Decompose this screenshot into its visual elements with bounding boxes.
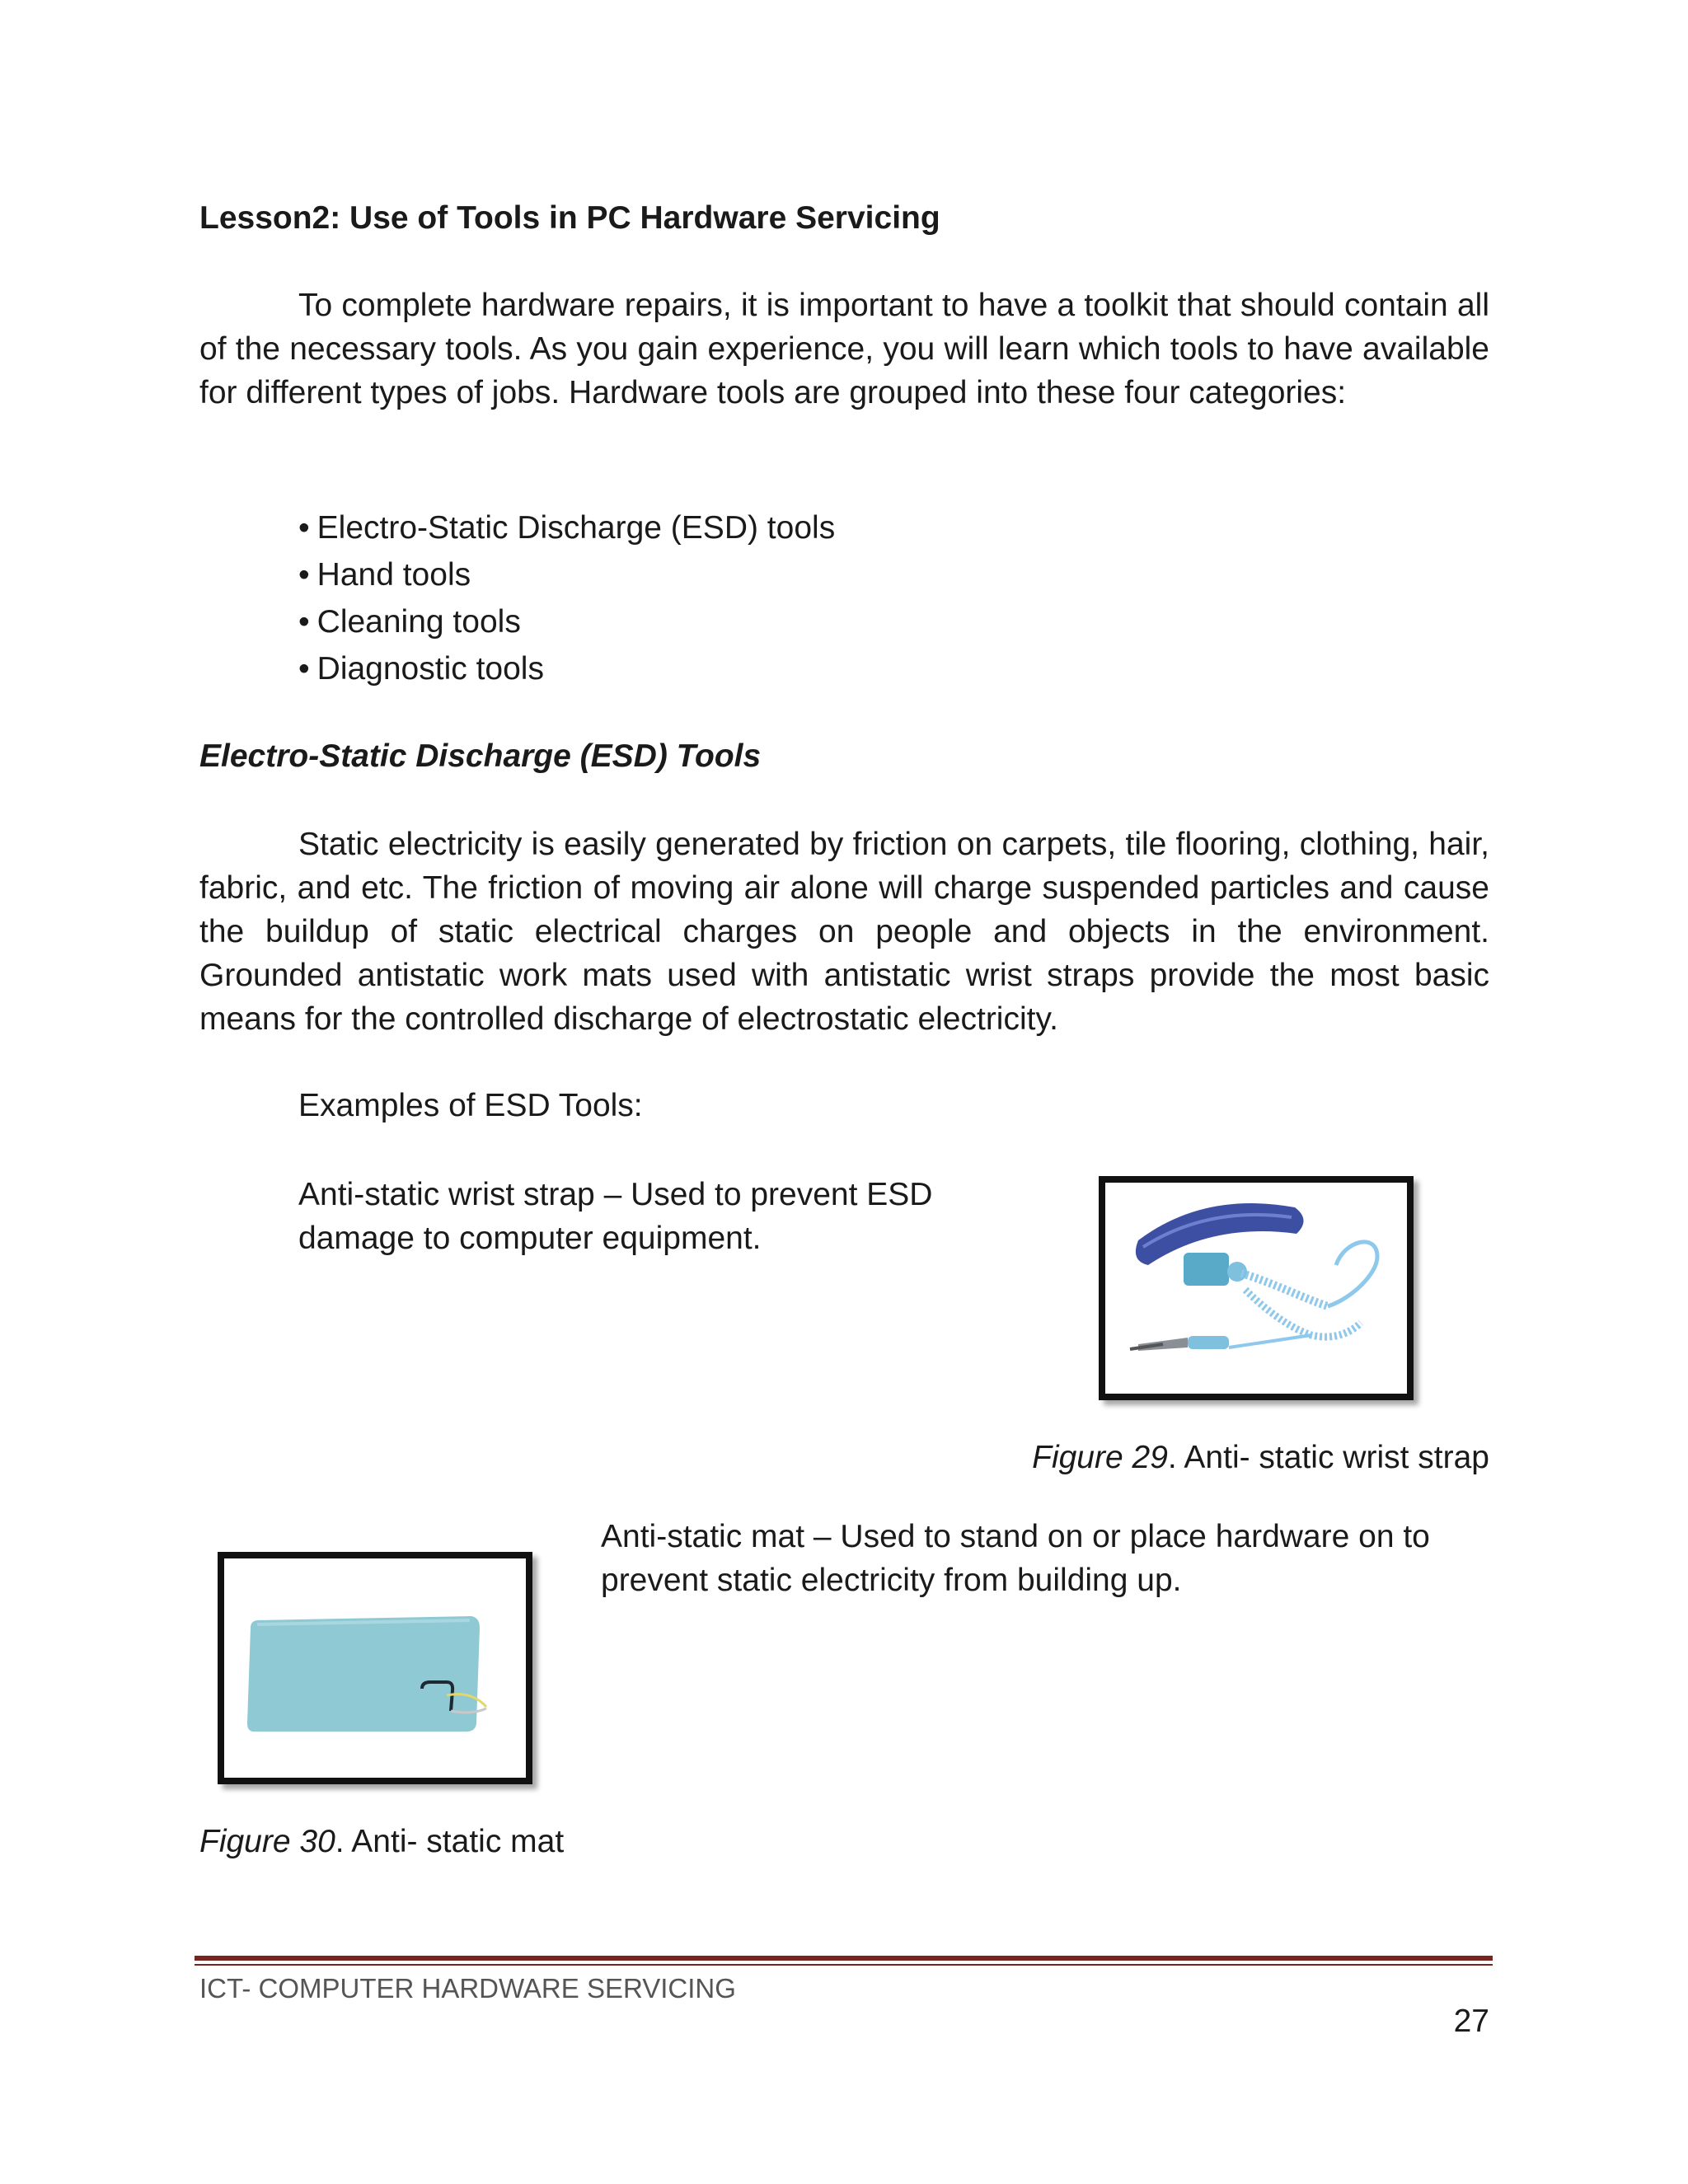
wrist-strap-description: Anti-static wrist strap – Used to prevent ESD damage to computer equipment.	[298, 1177, 933, 1256]
anti-static-mat-description: Anti-static mat – Used to stand on or place hardware on to prevent static electricity from building up.	[601, 1519, 1430, 1598]
intro-paragraph: To complete hardware repairs, it is important to have a toolkit that should contain all of the necessary tools. As you gain experience, you will learn which tools to have available for different types of jobs. Hardware tools are grouped into these four categories:	[199, 288, 1489, 410]
figure-30-caption	[199, 1821, 564, 1863]
tool-categories-list	[298, 504, 835, 692]
wrist-strap-image	[1105, 1183, 1407, 1394]
list-item: • Cleaning tools	[298, 598, 835, 645]
list-item: • Hand tools	[298, 551, 835, 598]
footer-divider	[195, 1956, 1493, 1961]
list-item: • Electro-Static Discharge (ESD) tools	[298, 504, 835, 551]
lesson-title: Lesson2: Use of Tools in PC Hardware Servicing	[199, 200, 940, 236]
footer-course-title: ICT- COMPUTER HARDWARE SERVICING	[199, 1973, 736, 2004]
figure-29-caption	[1014, 1436, 1489, 1479]
page-number: 27	[1453, 2004, 1489, 2039]
esd-paragraph: Static electricity is easily generated by friction on carpets, tile flooring, clothing, hair, fabric, and etc. The friction of moving air alone will charge suspended particles and cause the buildup of static electrical charges on people and objects in the environment. Grounded antistatic work mats used with antistatic wrist straps provide the most basic means for the controlled discharge of electrostatic electricity.	[199, 827, 1489, 1037]
anti-static-mat-image	[224, 1558, 526, 1778]
caption-text: . Anti- static mat	[335, 1824, 565, 1859]
wrist-strap-figure	[1099, 1176, 1414, 1400]
list-item: • Diagnostic tools	[298, 645, 835, 692]
esd-section-heading: Electro-Static Discharge (ESD) Tools	[199, 738, 762, 774]
anti-static-mat-figure	[218, 1552, 532, 1784]
caption-text: . Anti- static wrist strap	[1167, 1440, 1489, 1475]
footer-divider-thin	[195, 1964, 1493, 1966]
figure-label: Figure 30	[199, 1824, 335, 1859]
figure-label: Figure 29	[1032, 1440, 1168, 1475]
examples-title: Examples of ESD Tools:	[298, 1088, 643, 1123]
